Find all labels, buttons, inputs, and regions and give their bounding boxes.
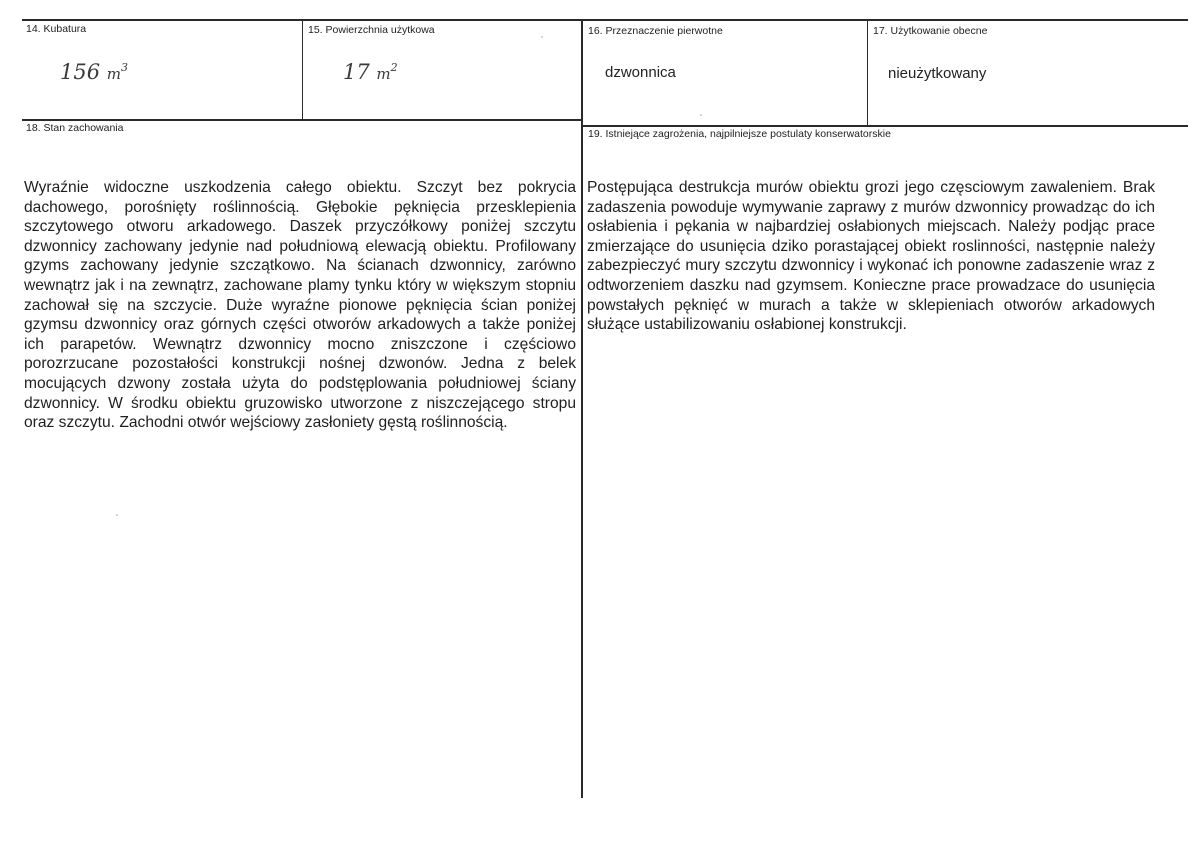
field-17-label: 17. Użytkowanie obecne	[873, 25, 988, 37]
field-15-label: 15. Powierzchnia użytkowa	[308, 24, 435, 36]
field-16-value: dzwonnica	[605, 64, 676, 81]
divider-14-15	[302, 20, 303, 120]
divider-15-16	[581, 20, 583, 798]
middle-rule-right	[582, 125, 1188, 127]
field-19-label: 19. Istniejące zagrożenia, najpilniejsze postulaty konserwatorskie	[588, 128, 891, 140]
field-14-unit: m	[106, 65, 122, 83]
scan-speck	[541, 36, 543, 38]
field-15-unit: m	[376, 65, 391, 83]
field-15-value	[343, 60, 398, 84]
field-14-exponent: 3	[121, 61, 129, 74]
field-15-number: 17	[343, 60, 370, 84]
field-16-label: 16. Przeznaczenie pierwotne	[588, 25, 723, 37]
field-15-exponent: 2	[390, 61, 398, 74]
scan-speck	[700, 114, 702, 116]
field-18-label: 18. Stan zachowania	[26, 122, 124, 134]
divider-16-17	[867, 20, 868, 126]
field-14-number: 156	[60, 60, 101, 84]
scan-speck	[116, 514, 118, 516]
field-14-label: 14. Kubatura	[26, 23, 87, 35]
field-19-text: Postępująca destrukcja murów obiektu grozi jego częsciowym zawaleniem. Brak zadaszenia powoduje wymywanie zaprawy z murów dzwonnicy prowadząc do ich osłabienia i pękania w najbardziej osłabionych miejscach. Należy podjąc prace zmierzające do usunięcia dziko porastającej obiekt roslinności, następnie należy zabezpieczyć mury szczytu dzwonnicy i wykonać ich ponowne zadaszenie wraz z odtworzeniem daszku nad gzymsem. Konieczne prace prowadzace do usunięcia powstałych pęknięć w murach a także w sklepieniach otworów arkadowych służące ustabilizowaniu osłabionej konstrukcji.	[587, 179, 1155, 334]
field-18-text: Wyraźnie widoczne uszkodzenia całego obiektu. Szczyt bez pokrycia dachowego, porośnięty roślinnością. Głębokie pęknięcia przesklepienia szczytowego otworu arkadowego. Daszek przyczółkowy poniżej szczytu dzwonnicy zachowany jedynie nad południową elewacją obiektu. Profilowany gzyms zachowany jedynie szczątkowo. Na ścianach dzwonnicy, zarówno wewnątrz jak i na zewnątrz, zachowane plamy tynku który w większym stopniu zachował się na szczycie. Duże wyraźne pionowe pęknięcia ścian poniżej gzymsu dzwonnicy oraz górnych części otworów arkadowych a także poniżej ich parapetów. Wewnątrz dzwonnicy mocno zniszczone i częściowo porozrzucane pozostałości konstrukcji nośnej dzwonów. Jedna z belek mocujących dzwony została użyta do podstęplowania południowej ściany dzwonnicy. W środku obiektu gruzowisko utworzone z niszczejącego stropu oraz szczytu. Zachodni otwór wejściowy zasłoniety gęstą roślinnością.	[24, 179, 576, 432]
field-17-value: nieużytkowany	[888, 65, 987, 82]
top-rule	[22, 19, 1188, 21]
field-14-value	[60, 60, 128, 84]
